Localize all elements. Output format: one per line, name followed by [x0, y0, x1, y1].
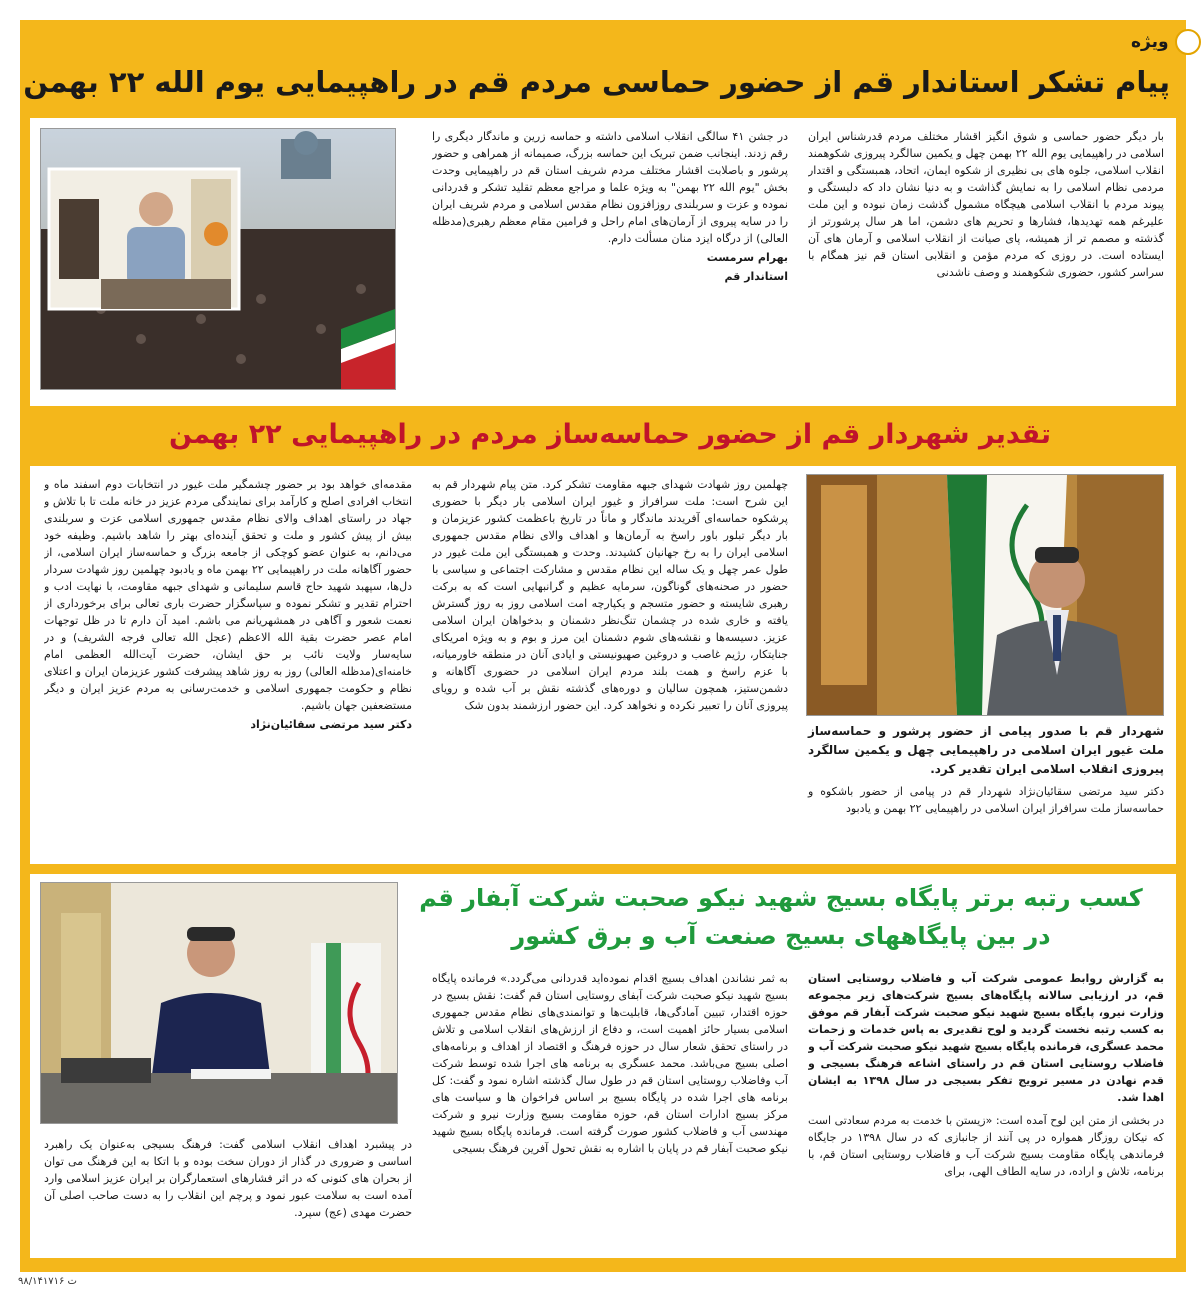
article2-body-left: مقدمه‌ای خواهد بود بر حضور چشمگیر ملت غیور در انتخابات دوم اسفند ماه و انتخاب افرادی اصلح و کارآمد برای نمایندگی مردم عزیز در خانه ملت تا با تلاش و جهاد در راستای اهداف والای نظام مقدس جمهوری اسلامی عزت و سربلندی بیش از پیش کشور و ملت و تحقق آینده‌ای بهتر را شاهد باشیم. وظیفه خود می‌دانم، به عنوان عضو کوچکی از جامعه بزرگ و حماسه‌ساز ایران اسلامی، از حضور آگاهانه ملت در راهپیمایی ۲۲ بهمن ماه و یادبود چهلمین روز شهادت سردار دل‌ها، سپهبد شهید حاج قاسم سلیمانی و شهدای جبهه مقاومت، با نهایت ادب و احترام تقدیر و تشکر نموده و سپاسگزار حضرت باری تعالی برای برخورداری از نعمت شعور و آگاهی در همشهریانم می باشم. امید آن دارم تا در ظل توجهات امام عصر حضرت بقیة الله الاعظم (عجل الله تعالی فرجه الشریف) و در سایه‌سار ولایت نائب بر حق ایشان، حضرت آیت‌الله العظمی امام خامنه‌ای(مدظله العالی) روز به روز شاهد پیشرفت کشور عزیزمان ایران و اعتلای نظام و حکومت جمهوری اسلامی و خدمت‌رسانی به مردم عزیز ایران و دیگر مستضعفین جهان باشیم.	[44, 478, 412, 712]
article1-signature-title: استاندار قم	[724, 270, 788, 283]
basij-commander-image	[41, 883, 397, 1123]
mayor-photo	[806, 474, 1164, 716]
article3-column-middle: به ثمر نشاندن اهداف بسیج اقدام نموده‌اید قدردانی می‌گردد.» فرمانده پایگاه بسیج شهید نیکو صحبت شرکت آبفای روستایی استان قم گفت: نقش بسیج در حوزه اقتدار، تبیین آمادگی‌ها، قابلیت‌ها و توانمندی‌های نظام مقدس جمهوری اسلامی بسیار حائز اهمیت است، و دفاع از ارزش‌های انقلاب اسلامی و تلاش در راستای تحقق شعار سال در حوزه فرهنگ و اقتصاد از اهداف و برنامه‌های اصلی بسیج می‌باشد. محمد عسگری به برنامه های اجرا شده توسط شرکت آب وفاضلاب روستایی استان قم در طول سال گذشته اشاره نمود و گفت: کل برنامه های اجرا شده در پایگاه بسیج بر اساس فراخوان ها و سیاست های مرکز بسیج ادارات استان قم، حوزه مقاومت بسیج وزارت نیرو و شرکت مهندسی آب و فاضلاب کشور صورت گرفته است. فرمانده پایگاه بسیج شهید نیکو صحبت آبفار قم در پایان با اشاره به نقش تحول آفرین فرهنگ بسیجی	[432, 972, 788, 1155]
article2-column-middle: چهلمین روز شهادت شهدای جبهه مقاومت تشکر کرد. متن پیام شهردار قم به این شرح است: ملت سرافراز و غیور ایران اسلامی بار دیگر با حضوری پرشکوه حماسه‌ای آفریدند ماندگار و ماناً در تاریخ باعظمت کشور عزیزمان و بار دیگر تبلور باور راسخ به آرمان‌ها و اهداف والای نظام مقدس جمهوری اسلامی ایران را به رخ جهانیان کشیدند. وحدت و همبستگی این ملت غیور در طول عمر چهل و یک ساله این نظام مقدس و مشارکت اجتماعی و سیاسی با حضور در صحنه‌های گوناگون، سرمایه عظیم و گرانبهایی است که به برکت رهبری شایسته و حضور متسجم و یکپارچه امت اسلامی روز به روز گسترش یافته و خاری شده در چشمان تنگ‌نظر دشمنان و بدخواهان ایران اسلامی عزیز. دسیسه‌ها و نقشه‌های شوم دشمنان این مرز و بوم و به ویژه امریکای جنایتکار، رژیم غاصب و دروغین صهیونیستی و ایادی آنان در منطقه خاورمیانه، با عزم راسخ و همت بلند مردم ایران اسلامی در حضوری آگاهانه و دشمن‌ستیز، همچون سالیان و دوره‌های گذشته نقش بر آب شده و رویای پیروزی آنان را تعبیر نکرده و نخواهد کرد. این حضور ارزشمند بدون شک	[432, 478, 788, 712]
governor-crowd-image	[41, 129, 395, 389]
article1-panel	[30, 118, 1176, 406]
section-badge	[1131, 30, 1201, 54]
footer-code: ت ۹۸/۱۴۱۷۱۶	[18, 1276, 77, 1287]
article3-headline-line1: کسب رتبه برتر پایگاه بسیج شهید نیکو صحبت شرکت آبفار قم	[419, 884, 1143, 912]
article2-lead-text: دکتر سید مرتضی سقائیان‌نژاد شهردار قم در پیامی از حضور باشکوه و حماسه‌ساز ملت سرافراز ایران اسلامی در راهپیمایی ۲۲ بهمن و یادبود	[808, 785, 1164, 815]
article1-column-right: بار دیگر حضور حماسی و شوق انگیز اقشار مختلف مردم قدرشناس ایران اسلامی در راهپیمایی یوم الله ۲۲ بهمن چهل و یکمین سالگرد پیروزی شکوهمند انقلاب اسلامی، جلوه های بی نظیری از شکوه ایمان، اتحاد، همبستگی و اقتدار مردمی نظام اسلامی را به نمایش گذاشت و به دنیا نشان داد که دلبستگی و پیوند مردم با انقلاب اسلامی هیچگاه مشمول گذشت زمان نبوده و این ملت علیرغم همه تهدیدها، فشارها و تحریم های دشمن، اما هر سال پرشورتر از گذشته و مصمم تر از همیشه، پای صیانت از انقلاب اسلامی و آرمان های آن ایستاده است. در روزی که مردم مؤمن و انقلابی استان قم نیز همگام با سراسر کشور، حضوری شکوهمند و وصف ناشدنی	[808, 130, 1164, 279]
governor-crowd-photo	[40, 128, 396, 390]
article2-lead-bold: شهردار قم با صدور پیامی از حضور پرشور و حماسه‌ساز ملت غیور ایران اسلامی در راهپیمایی چهل و یکمین سالگرد پیروزی انقلاب اسلامی ایران تقدیر کرد.	[808, 724, 1164, 776]
article1-signature-name: بهرام سرمست	[706, 251, 788, 264]
article3-body-right: در بخشی از متن این لوح آمده است: «زیستن با خدمت به مردم سعادتی است که نیکان روزگار همواره در پی آنند از جانبازی که در سال ۱۳۹۸ در جایگاه فرماندهی پایگاه مقاومت بسیج شرکت آب و فاضلاب روستایی استان قم، با برنامه، تلاش و اراده، در سایه الطاف الهی، برای	[808, 1114, 1164, 1178]
mayor-image	[807, 475, 1163, 715]
article2-headline: تقدیر شهردار قم از حضور حماسه‌ساز مردم در راهپیمایی ۲۲ بهمن	[168, 419, 1052, 450]
badge-circle-icon	[1175, 29, 1201, 55]
article3-body-right-bold: به گزارش روابط عمومی شرکت آب و فاضلاب روستایی استان قم، در ارزیابی سالانه پایگاه‌های بسیج شرکت‌های زیر مجموعه وزارت نیرو، پایگاه بسیج شهید نیکو صحبت شرکت آبفار قم موفق به کسب رتبه نخست گردید و لوح تقدیری به پاس خدمات و زحمات محمد عسگری، فرمانده پایگاه بسیج شهید نیکو صحبت شرکت آب و فاضلاب روستایی استان قم در راستای اشاعه فرهنگ بسیجی و قدم نهادن در مسیر ترویج تفکر بسیجی در سال ۱۳۹۸ به ایشان اهدا شد.	[808, 972, 1164, 1104]
article1-headline: پیام تشکر استاندار قم از حضور حماسی مردم قم در راهپیمایی یوم الله ۲۲ بهمن	[23, 65, 1170, 99]
basij-commander-photo	[40, 882, 398, 1124]
article2-panel	[30, 466, 1176, 864]
badge-label: ویژه	[1131, 32, 1169, 52]
article3-column-left: در پیشبرد اهداف انقلاب اسلامی گفت: فرهنگ بسیجی به‌عنوان یک راهبرد اساسی و ضروری در گذار از دوران سخت بوده و با اتکا به این فرهنگ می توان از بحران های کنونی که در اثر فشارهای استعمارگران بر ایران عزیز اسلامی وارد آمده است به سلامت عبور نمود و پرچم این انقلاب را به دست صاحب اصلی آن حضرت مهدی (عج) سپرد.	[44, 1138, 412, 1219]
article2-signature: دکتر سید مرتضی سقائیان‌نژاد	[250, 718, 412, 731]
article3-headline-line2: در بین پایگاههای بسیج صنعت آب و برق کشور	[511, 922, 1051, 950]
mayor-photo-caption	[808, 722, 1164, 862]
article1-column-left	[432, 128, 788, 400]
article3-column-right	[808, 970, 1164, 1252]
article2-column-left	[44, 476, 412, 858]
article3-panel	[30, 874, 1176, 1258]
article1-body-left: در جشن ۴۱ سالگی انقلاب اسلامی داشته و حماسه زرین و ماندگار دیگری را رقم زدند. اینجانب ضمن تبریک این حماسه بزرگ، صمیمانه از همراهی و حضور پرشور و باصلابت اقشار مختلف مردم شریف استان قم در راهپیمایی وحدت بخش "یوم الله ۲۲ بهمن" به ویژه علما و مراجع معظم تقلید تشکر و قدردانی نموده و عزت و سربلندی روزافزون نظام مقدس اسلامی و مردم شریف ایران را در سایه پیروی از آرمان‌های امام راحل و فرامین مقام معظم رهبری(مدظله العالی) از درگاه ایزد منان مسألت دارم.	[432, 130, 788, 245]
